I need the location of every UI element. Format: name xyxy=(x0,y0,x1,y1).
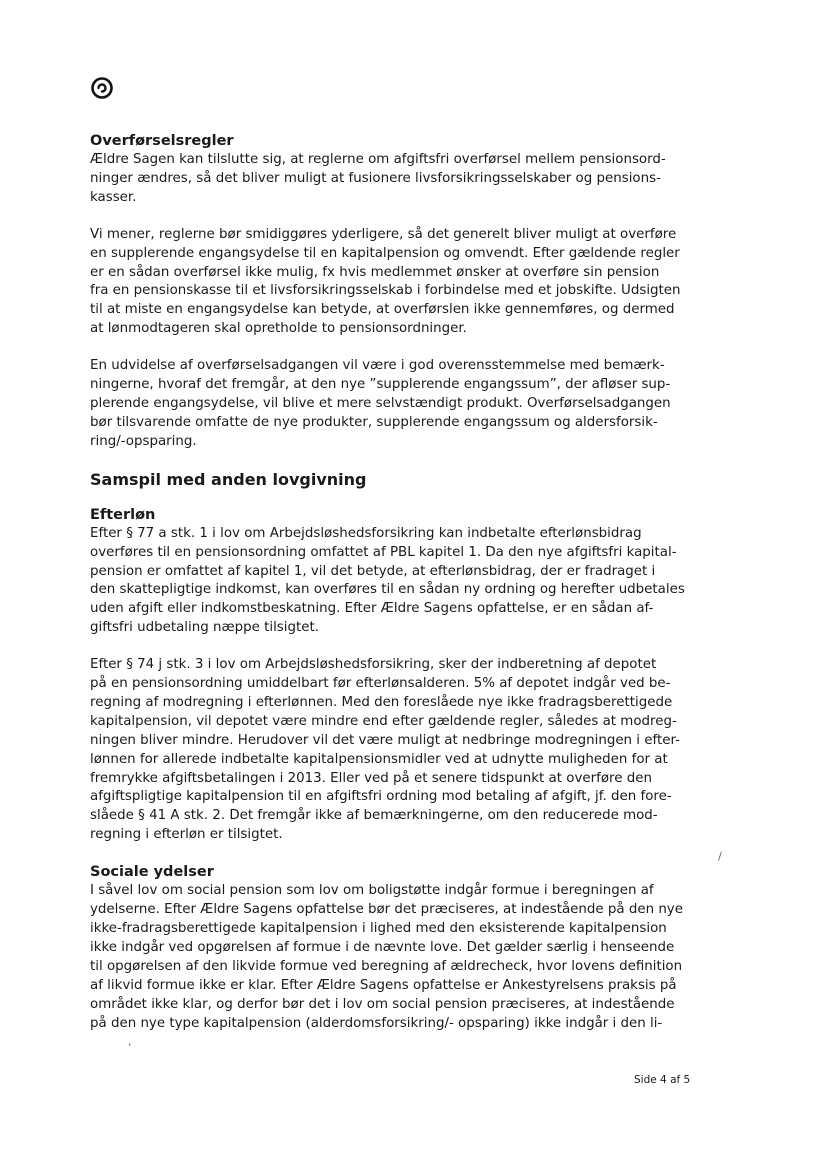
paragraph: En udvidelse af overførselsadgangen vil være i god overensstemmelse med bemærk- ningerne, hvoraf det fremgår, at den nye ”supplerende engangssum”, der afløser sup- plerende engangsydelse, vil blive et mere selvstændigt produkt. Overførselsadgangen bør tilsvarende omfatte de nye produkter, supplerende engangssum og aldersforsik- ring/-opsparing. xyxy=(90,358,671,449)
heading-sociale-ydelser: Sociale ydelser xyxy=(90,864,214,881)
document-body xyxy=(90,132,690,1051)
paragraph: I såvel lov om social pension som lov om boligstøtte indgår formue i beregningen af ydelserne. Efter Ældre Sagens opfattelse bør det præciseres, at indestående på den nye ikke-fradragsberettigede kapitalpension i lighed med den eksisterende kapitalpension ikke indgår ved opgørelsen af formue i de nævnte love. Det gælder særlig i henseende til opgørelsen af den likvide formue ved beregning af ældrecheck, hvor lovens definition af likvid formue ikke er klar. Efter Ældre Sagens opfattelse er Ankestyrelsens praksis på området ikke klar, og derfor bør det i lov om social pension præciseres, at indestående på den nye type kapitalpension (alderdomsforsikring/- opsparing) ikke indgår i den li- xyxy=(90,883,683,1031)
heading-samspil: Samspil med anden lovgivning xyxy=(90,469,367,489)
paragraph: Ældre Sagen kan tilslutte sig, at reglerne om afgiftsfri overførsel mellem pensionsord- ninger ændres, så det bliver muligt at fusionere livsforsikringsselskaber og pensions- kasser. xyxy=(90,152,666,205)
paragraph: Vi mener, reglerne bør smidiggøres yderligere, så det generelt bliver muligt at overføre en supplerende engangsydelse til en kapitalpension og omvendt. Efter gældende regler er en sådan overførsel ikke mulig, fx hvis medlemmet ønsker at overføre sin pension fra en pensionskasse til et livsforsikringsselskab i forbindelse med et jobskifte. Udsigten til at miste en engangsydelse kan betyde, at overførslen ikke gennemføres, og dermed at lønmodtageren skal opretholde to pensionsordninger. xyxy=(90,226,681,337)
paragraph: Efter § 74 j stk. 3 i lov om Arbejdsløshedsforsikring, sker der indberetning af depotet på en pensionsordning umiddelbart før efterlønsalderen. 5% af depotet indgår ved be- regning af modregning i efterlønnen. Med den foreslåede nye ikke fradragsberettigede kapitalpension, vil depotet være mindre end efter gældende regler, således at modreg- ningen bliver mindre. Herudover vil det være muligt at nedbringe modregningen i efter- lønnen for allerede indbetalte kapitalpensionsmidler ved at udnytte muligheden for at fremrykke afgiftsbetalingen i 2013. Eller ved på et senere tidspunkt at overføre den afgiftspligtige kapitalpension til en afgiftsfri ordning mod betaling af afgift, jf. den fore- slåede § 41 A stk. 2. Det fremgår ikke af bemærkningerne, om den reducerede mod- regning i efterløn er tilsigtet. xyxy=(90,657,680,843)
page-number: Side 4 af 5 xyxy=(634,1074,691,1086)
scan-mark: / xyxy=(718,850,722,863)
paragraph: Efter § 77 a stk. 1 i lov om Arbejdsløshedsforsikring kan indbetalte efterlønsbidrag overføres til en pensionsordning omfattet af PBL kapitel 1. Da den nye afgiftsfri kapital- pension er omfattet af kapitel 1, vil det betyde, at efterlønsbidrag, der er fradraget i den skattepligtige indkomst, kan overføres til en sådan ny ordning og herefter udbetales uden afgift eller indkomstbeskatning. Efter Ældre Sagens opfattelse, er en sådan af- giftsfri udbetaling næppe tilsigtet. xyxy=(90,525,685,636)
heading-overforselsregler: Overførselsregler xyxy=(90,133,234,149)
heading-efterlon: Efterløn xyxy=(90,506,156,523)
logo-icon xyxy=(90,76,114,100)
scan-mark: , xyxy=(128,1035,132,1048)
